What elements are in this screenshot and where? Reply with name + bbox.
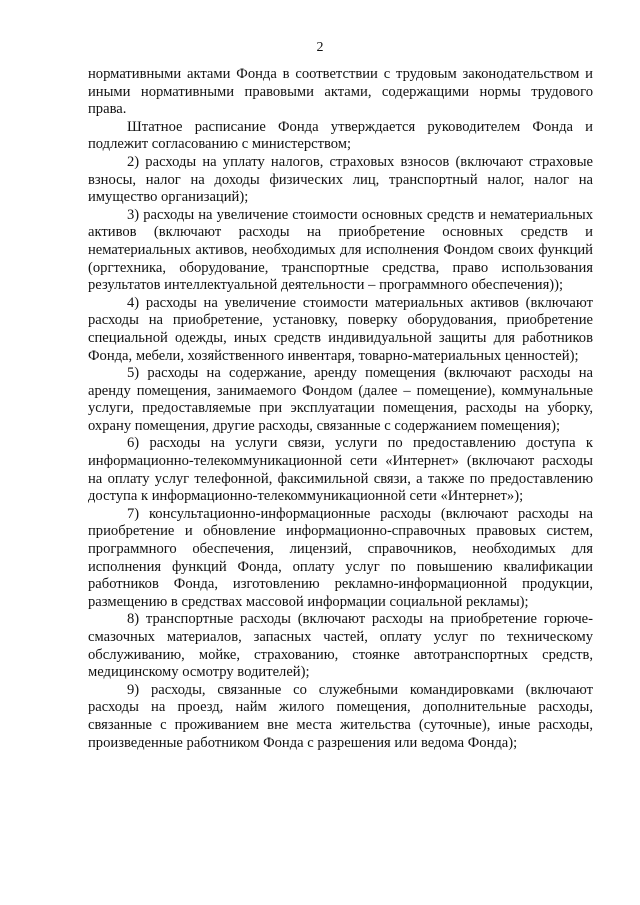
paragraph-continuation: нормативными актами Фонда в соответствии с трудовым законодательством и иными нормативными правовыми актами, содержащими нормы трудового права. [88,66,593,118]
paragraph-item-4: 4) расходы на увеличение стоимости материальных активов (включают расходы на приобретение, установку, поверку оборудования, приобретение специальной одежды, иных средств индивидуальной защиты для работников Фонда, мебели, хозяйственного инвентаря, товарно-материальных ценностей); [88,294,593,364]
paragraph-item-5: 5) расходы на содержание, аренду помещения (включают расходы на аренду помещения, занимаемого Фондом (далее – помещение), коммунальные услуги, предоставляемые при эксплуатации помещения, расходы на уборку, охрану помещения, другие расходы, связанные с содержанием помещения); [88,365,593,434]
paragraph-item-7: 7) консультационно-информационные расходы (включают расходы на приобретение и обновление информационно-справочных правовых систем, программного обеспечения, лицензий, справочников, необходимых для исполнения функций Фонда, оплату услуг по повышению квалификации работников Фонда, изготовлению рекламно-информационной продукции, размещению в средствах массовой информации социальной рекламы); [88,505,593,610]
paragraph-staffing: Штатное расписание Фонда утверждается руководителем Фонда и подлежит согласованию с министерством; [88,118,593,153]
page-number: 2 [316,40,324,55]
paragraph-item-9: 9) расходы, связанные со служебными командировками (включают расходы на проезд, найм жилого помещения, дополнительные расходы, связанные с проживанием вне места жительства (суточные), иные расходы, произведенные работником Фонда с разрешения или ведома Фонда); [88,681,593,751]
paragraph-item-6: 6) расходы на услуги связи, услуги по предоставлению доступа к информационно-телекоммуникационной сети «Интернет» (включают расходы на оплату услуг телефонной, факсимильной связи, а также по предоставлению доступа к информационно-телекоммуникационной сети «Интернет»); [88,435,593,505]
document-body [88,66,593,752]
paragraph-item-2: 2) расходы на уплату налогов, страховых взносов (включают страховые взносы, налог на доходы физических лиц, транспортный налог, налог на имущество организаций); [88,153,593,206]
paragraph-item-3: 3) расходы на увеличение стоимости основных средств и нематериальных активов (включают расходы на приобретение основных средств и нематериальных активов, необходимых для исполнения Фондом своих функций (оргтехника, оборудование, транспортные средства, право использования результатов интеллектуальной деятельности – программного обеспечения)); [88,206,593,294]
paragraph-item-8: 8) транспортные расходы (включают расходы на приобретение горюче-смазочных материалов, запасных частей, оплату услуг по техническому обслуживанию, мойке, страхованию, стоянке автотранспортных средств, медицинскому осмотру водителей); [88,611,593,681]
